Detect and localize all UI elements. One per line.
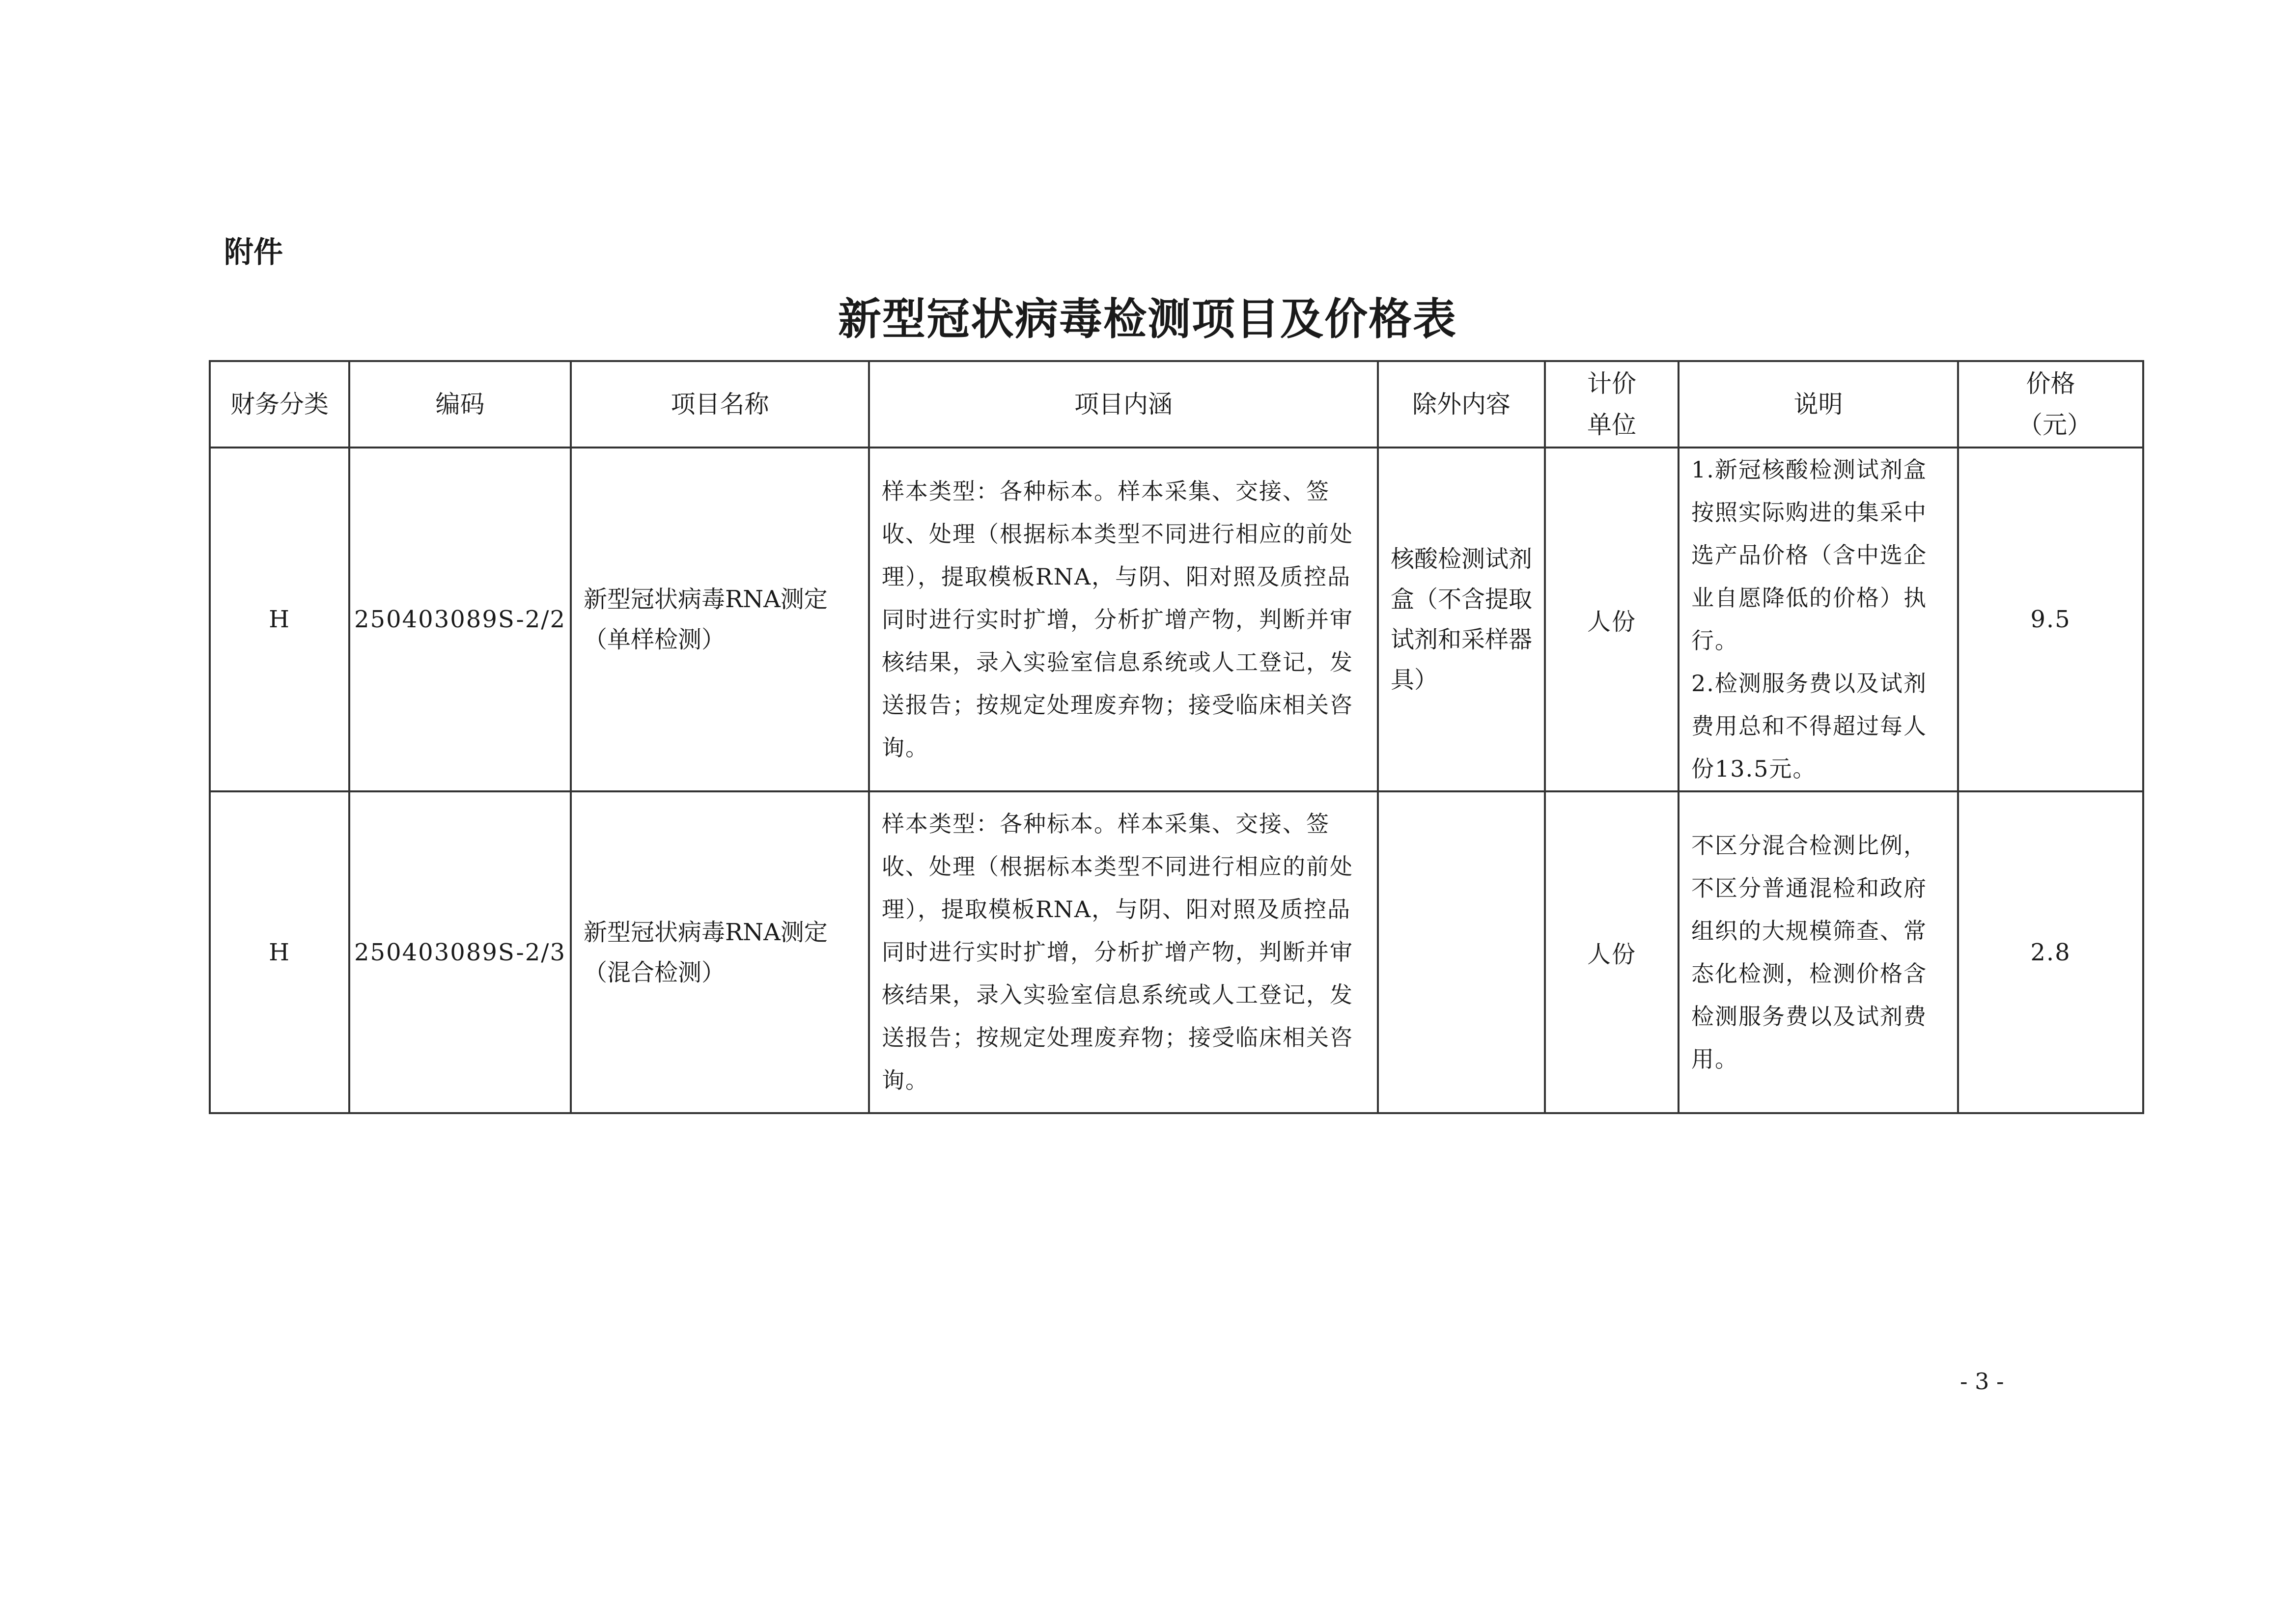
attachment-label: 附件 — [224, 235, 283, 270]
header-price: 价格（元） — [1958, 361, 2143, 448]
cell-exclusion — [1378, 791, 1545, 1113]
document-title: 新型冠状病毒检测项目及价格表 — [838, 294, 1457, 344]
table-header-row — [210, 361, 2143, 448]
note-item: 2.检测服务费以及试剂费用总和不得超过每人份13.5元。 — [1691, 670, 1927, 782]
cell-notes — [1679, 791, 1958, 1113]
header-unit: 计价单位 — [1545, 361, 1679, 448]
header-code: 编码 — [349, 361, 571, 448]
cell-notes — [1679, 448, 1958, 791]
note-item: 1.新冠核酸检测试剂盒按照实际购进的集采中选产品价格（含中选企业自愿降低的价格）执行。 — [1691, 456, 1927, 654]
header-exclusion: 除外内容 — [1378, 361, 1545, 448]
page-number: - 3 - — [1960, 1368, 2004, 1395]
header-name: 项目名称 — [571, 361, 869, 448]
cell-content: 样本类型：各种标本。样本采集、交接、签收、处理（根据标本类型不同进行相应的前处理），提取模板RNA，与阴、阳对照及质控品同时进行实时扩增，分析扩增产物，判断并审核结果，录入实验室信息系统或人工登记，发送报告；按规定处理废弃物；接受临床相关咨询。 — [869, 448, 1378, 791]
cell-category: H — [210, 791, 349, 1113]
cell-unit: 人份 — [1545, 791, 1679, 1113]
header-content: 项目内涵 — [869, 361, 1378, 448]
cell-price: 2.8 — [1958, 791, 2143, 1113]
cell-content: 样本类型：各种标本。样本采集、交接、签收、处理（根据标本类型不同进行相应的前处理），提取模板RNA，与阴、阳对照及质控品同时进行实时扩增，分析扩增产物，判断并审核结果，录入实验室信息系统或人工登记，发送报告；按规定处理废弃物；接受临床相关咨询。 — [869, 791, 1378, 1113]
cell-name: 新型冠状病毒RNA测定（混合检测） — [571, 791, 869, 1113]
cell-name: 新型冠状病毒RNA测定（单样检测） — [571, 448, 869, 791]
header-category: 财务分类 — [210, 361, 349, 448]
price-table — [209, 360, 2144, 1114]
cell-exclusion: 核酸检测试剂盒（不含提取试剂和采样器具） — [1378, 448, 1545, 791]
cell-price: 9.5 — [1958, 448, 2143, 791]
table-row — [210, 791, 2143, 1113]
cell-code: 250403089S-2/3 — [349, 791, 571, 1113]
cell-category: H — [210, 448, 349, 791]
header-notes: 说明 — [1679, 361, 1958, 448]
cell-code: 250403089S-2/2 — [349, 448, 571, 791]
note-item: 不区分混合检测比例，不区分普通混检和政府组织的大规模筛查、常态化检测，检测价格含检测服务费以及试剂费用。 — [1691, 832, 1927, 1072]
cell-unit: 人份 — [1545, 448, 1679, 791]
table-row — [210, 448, 2143, 791]
